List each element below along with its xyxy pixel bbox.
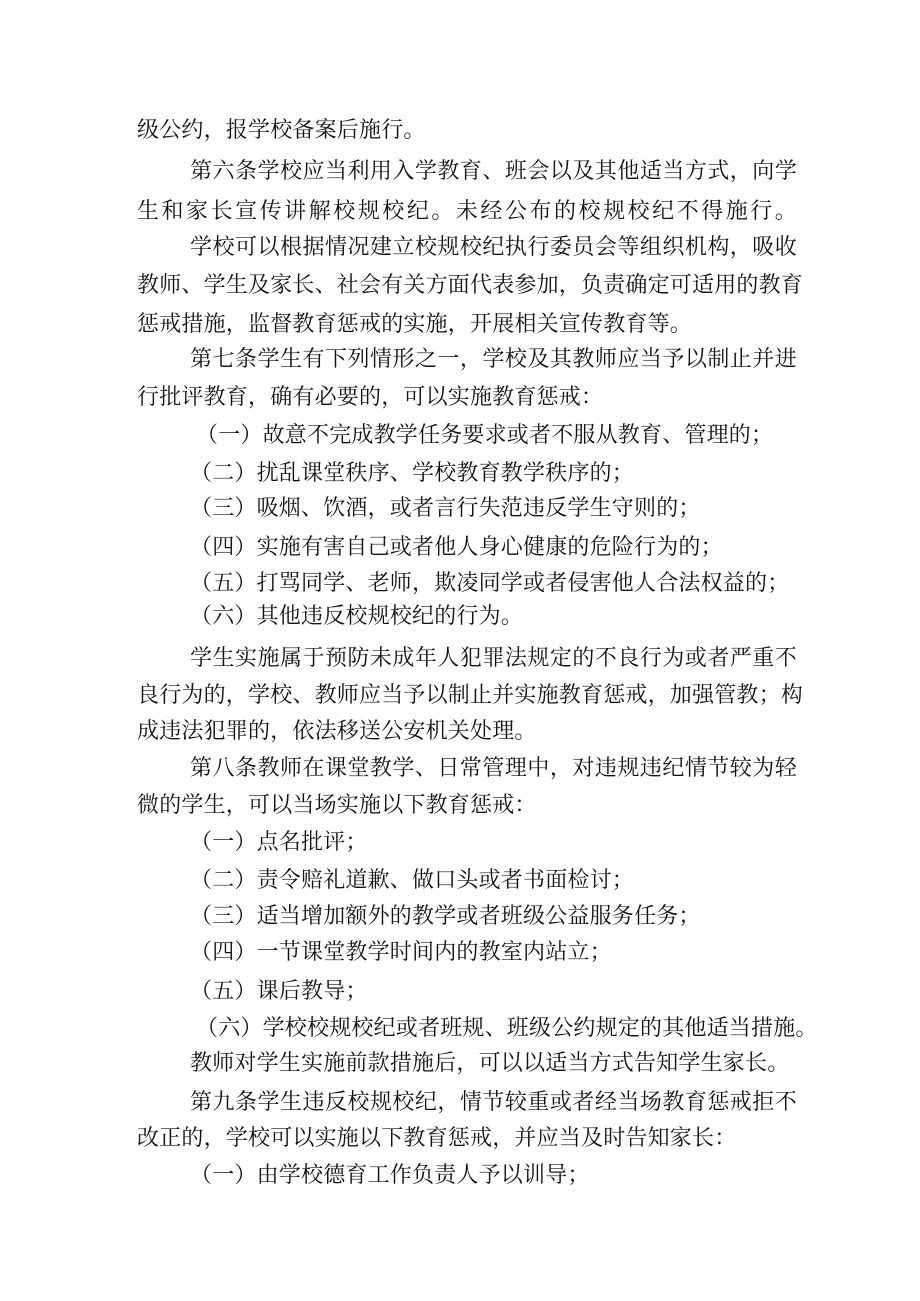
list-item: （二）扰乱课堂秩序、学校教育教学秩序的； [190,461,635,486]
list-item: （六）其他违反校规校纪的行为。 [190,604,524,629]
list-item: （三）适当增加额外的教学或者班级公益服务任务； [190,904,701,929]
text-line: 教师对学生实施前款措施后，可以以适当方式告知学生家长。 [190,1051,790,1076]
list-item: （四）一节课堂教学时间内的教室内站立； [190,940,612,965]
text-line: 微的学生，可以当场实施以下教育惩戒： [137,793,537,818]
list-item: （一）由学校德育工作负责人予以训导； [190,1163,590,1188]
text-line: 惩戒措施，监督教育惩戒的实施，开展相关宣传教育等。 [137,312,693,337]
text-line: 良行为的，学校、教师应当予以制止并实施教育惩戒，加强管教；构 [137,683,804,708]
text-line: 行批评教育，确有必要的，可以实施教育惩戒： [137,385,604,410]
text-line: 学校可以根据情况建立校规校纪执行委员会等组织机构，吸收 [190,235,797,260]
text-line: 生和家长宣传讲解校规校纪。未经公布的校规校纪不得施行。 [137,199,797,224]
text-line: 级公约，报学校备案后施行。 [137,118,426,143]
text-line: 教师、学生及家长、社会有关方面代表参加，负责确定可适用的教育 [137,273,804,298]
list-item: （五）课后教导； [190,979,368,1004]
text-line: 改正的，学校可以实施以下教育惩戒，并应当及时告知家长： [137,1126,737,1151]
text-line: 第八条教师在课堂教学、日常管理中，对违规违纪情节较为轻 [190,756,797,781]
list-item: （三）吸烟、饮酒，或者言行失范违反学生守则的； [190,496,701,521]
text-line: 第七条学生有下列情形之一，学校及其教师应当予以制止并进 [190,347,797,372]
list-item: （一）故意不完成教学任务要求或者不服从教育、管理的； [196,423,774,448]
text-line: 学生实施属于预防未成年人犯罪法规定的不良行为或者严重不 [190,646,797,671]
list-item: （一）点名批评； [190,830,368,855]
text-line: 第六条学校应当利用入学教育、班会以及其他适当方式，向学 [190,159,797,184]
text-line: 第九条学生违反校规校纪，情节较重或者经当场教育惩戒拒不 [190,1090,797,1115]
list-item: （四）实施有害自己或者他人身心健康的危险行为的； [190,535,723,560]
list-item: （二）责令赔礼道歉、做口头或者书面检讨； [190,868,635,893]
list-item: （五）打骂同学、老师，欺凌同学或者侵害他人合法权益的； [190,571,790,596]
list-item: （六）学校校规校纪或者班规、班级公约规定的其他适当措施。 [196,1016,818,1041]
text-line: 成违法犯罪的，依法移送公安机关处理。 [137,719,537,744]
